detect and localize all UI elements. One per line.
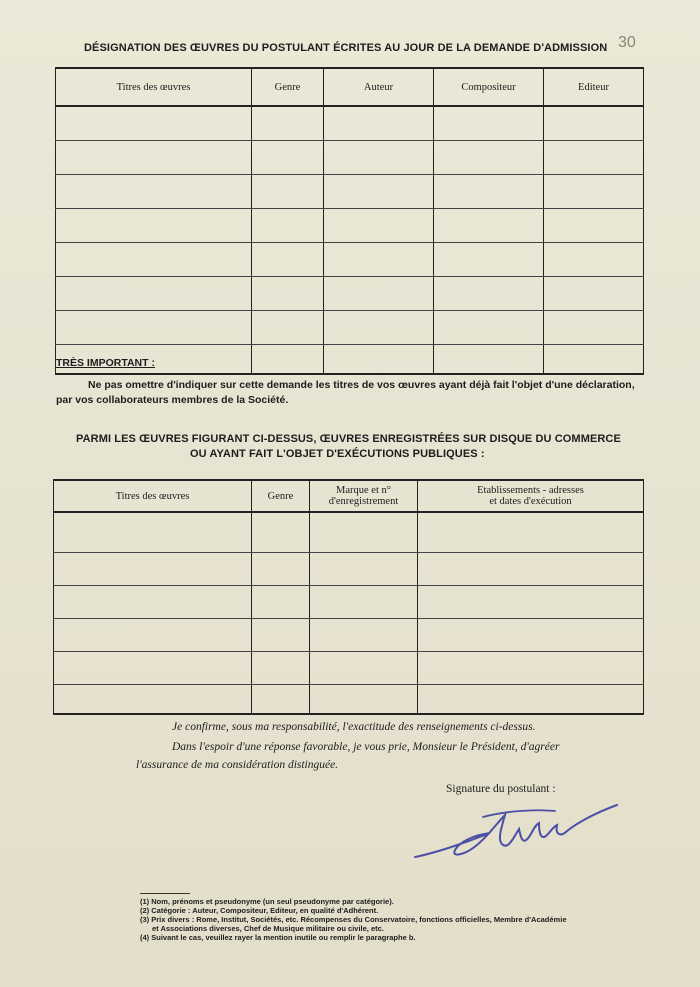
closing-line2: Dans l'espoir d'une réponse favorable, je vous prie, Monsieur le Président, d'agréer [172,741,560,753]
footnote-3: (3) Prix divers : Rome, Institut, Sociétés, etc. Récompenses du Conservatoire, fonctions officielles, Membre d'Académie [140,915,567,924]
table-row[interactable] [56,174,644,208]
table-row[interactable] [56,310,644,344]
section1-title: DÉSIGNATION DES ŒUVRES DU POSTULANT ÉCRITES AU JOUR DE LA DEMANDE D'ADMISSION [84,42,608,54]
closing-line1: Je confirme, sous ma responsabilité, l'exactitude des renseignements ci-dessus. [172,721,536,733]
col2-marque-line2: d'enregistrement [328,496,399,507]
table-row[interactable] [54,512,644,552]
col2-etab-line1: Etablissements - adresses [477,485,584,496]
table-row[interactable] [54,585,644,618]
col2-etab-line2: et dates d'exécution [489,496,572,507]
table-row[interactable] [54,651,644,684]
table-row[interactable] [54,618,644,651]
col-auteur: Auteur [324,68,434,106]
section2-title-line2: OU AYANT FAIT L'OBJET D'EXÉCUTIONS PUBLIQUES : [190,448,485,460]
footnote-divider [140,893,190,894]
footnote-1: (1) Nom, prénoms et pseudonyme (un seul pseudonyme par catégorie). [140,897,394,906]
table-row[interactable] [56,208,644,242]
closing-line3: l'assurance de ma considération distinguée. [136,759,339,771]
footnotes [140,897,567,942]
important-text: Ne pas omettre d'indiquer sur cette demande les titres de vos œuvres ayant déjà fait l'objet d'une déclaration, par vos collaborateurs membres de la Société. [56,379,635,406]
col2-marque-line1: Marque et n° [336,485,391,496]
col2-titres: Titres des œuvres [54,480,252,512]
works-table [55,67,644,375]
col2-marque [310,480,418,512]
col-genre: Genre [252,68,324,106]
col2-etablissements [418,480,644,512]
footnote-4: (4) Suivant le cas, veuillez rayer la mention inutile ou remplir le paragraphe b. [140,933,416,942]
table-row[interactable] [54,552,644,585]
col-titres: Titres des œuvres [56,68,252,106]
table-row[interactable] [54,684,644,714]
col-editeur: Editeur [544,68,644,106]
important-label: TRÈS IMPORTANT : [56,357,155,369]
recordings-table [53,479,644,715]
table-row[interactable] [56,276,644,310]
footnote-2: (2) Catégorie : Auteur, Compositeur, Editeur, en qualité d'Adhérent. [140,906,379,915]
signature-label: Signature du postulant : [446,783,556,795]
footnote-3-cont: et Associations diverses, Chef de Musique militaire ou civile, etc. [152,924,384,933]
table-row[interactable] [56,140,644,174]
col-compositeur: Compositeur [434,68,544,106]
section2-title-line1: PARMI LES ŒUVRES FIGURANT CI-DESSUS, ŒUVRES ENREGISTRÉES SUR DISQUE DU COMMERCE [76,433,621,445]
table-row[interactable] [56,106,644,140]
page-number: 30 [618,34,636,51]
col2-genre: Genre [252,480,310,512]
handwritten-signature [405,795,635,870]
table-row[interactable] [56,242,644,276]
